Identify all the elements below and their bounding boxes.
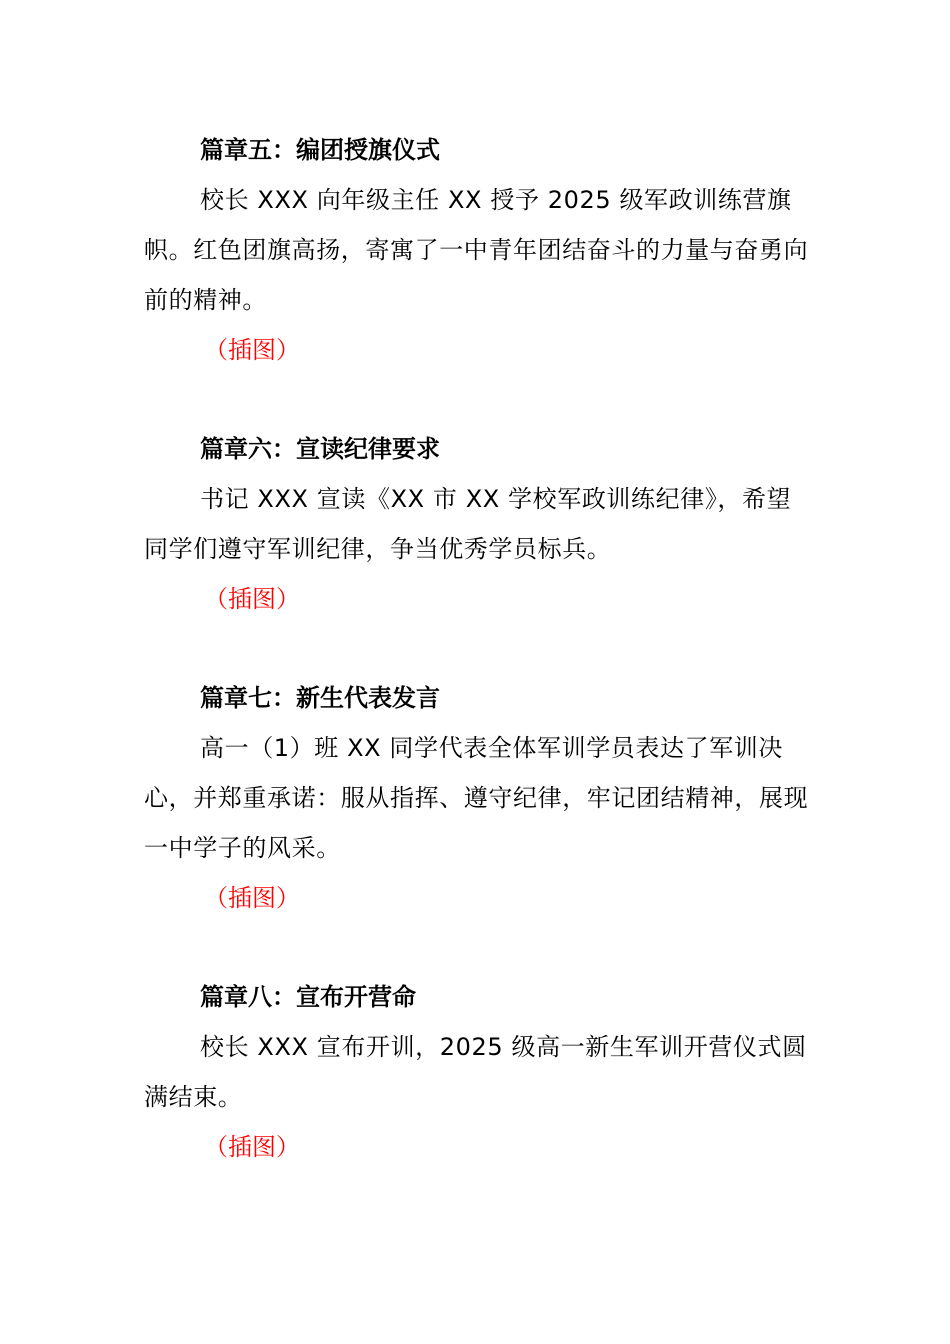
section-body: 校长 XXX 宣布开训，2025 级高一新生军训开营仪式圆满结束。 [144, 1033, 807, 1111]
section-chapter-7 [144, 673, 812, 923]
section-body: 高一（1）班 XX 同学代表全体军训学员表达了军训决心，并郑重承诺：服从指挥、遵守纪律，牢记团结精神，展现一中学子的风采。 [144, 734, 809, 862]
section-heading: 篇章七：新生代表发言 [200, 684, 440, 712]
illustration-placeholder: （插图） [204, 585, 300, 613]
illustration-placeholder: （插图） [204, 336, 300, 364]
section-heading: 篇章八：宣布开营命 [200, 983, 416, 1011]
illustration-placeholder: （插图） [204, 1133, 300, 1161]
section-heading: 篇章五：编团授旗仪式 [200, 136, 440, 164]
section-body: 校长 XXX 向年级主任 XX 授予 2025 级军政训练营旗帜。红色团旗高扬，寄寓了一中青年团结奋斗的力量与奋勇向前的精神。 [144, 186, 809, 314]
section-heading: 篇章六：宣读纪律要求 [200, 435, 440, 463]
illustration-placeholder: （插图） [204, 884, 300, 912]
section-body: 书记 XXX 宣读《XX 市 XX 学校军政训练纪律》，希望同学们遵守军训纪律，争当优秀学员标兵。 [144, 485, 792, 563]
section-chapter-5 [144, 125, 812, 375]
section-chapter-6 [144, 424, 812, 624]
section-chapter-8 [144, 972, 812, 1172]
